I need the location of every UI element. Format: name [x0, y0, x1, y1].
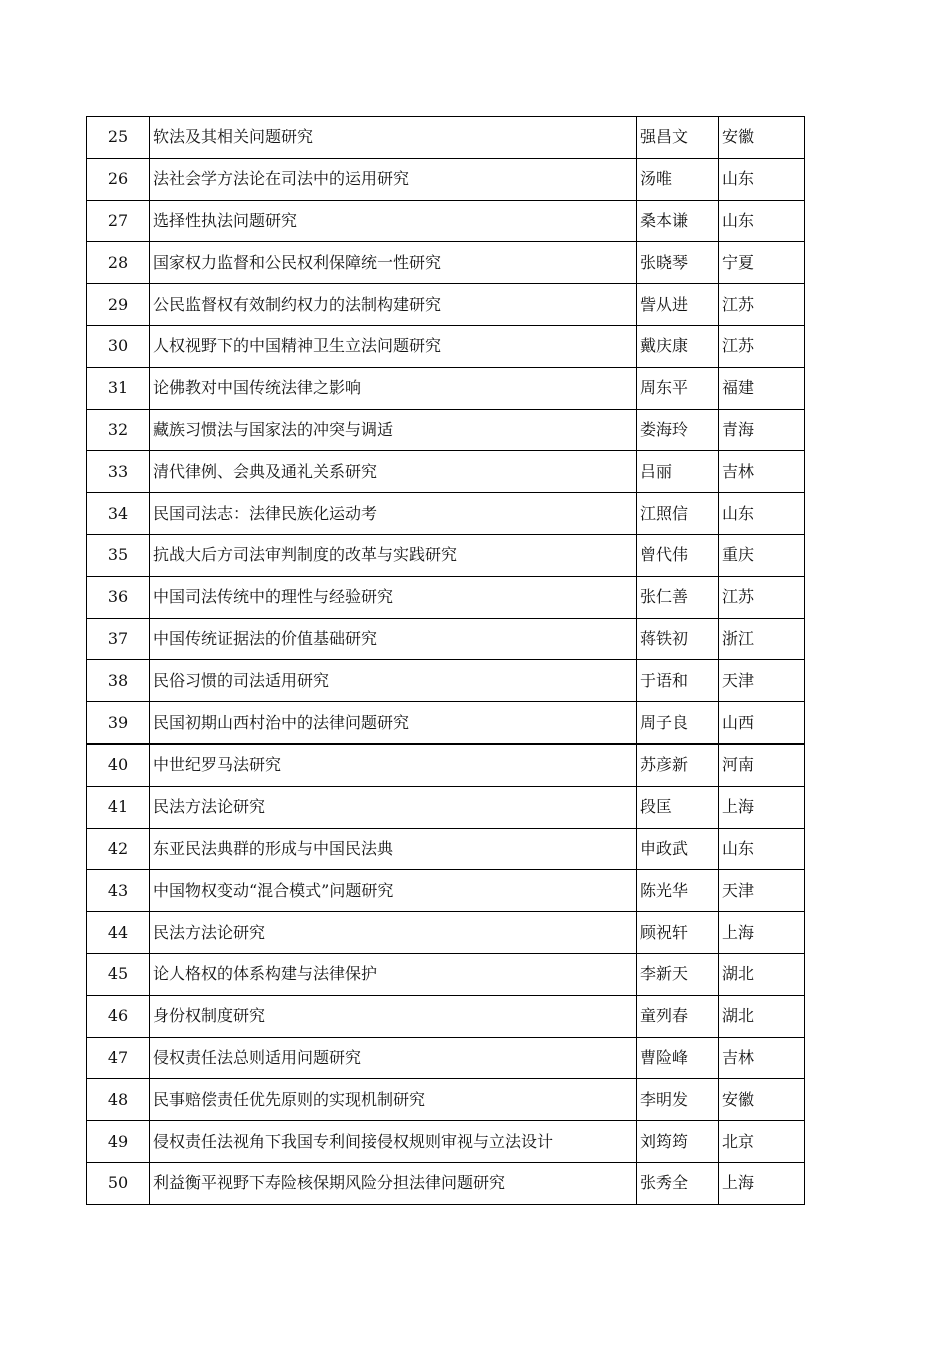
province: 河南 — [719, 744, 805, 786]
project-title: 利益衡平视野下寿险核保期风险分担法律问题研究 — [150, 1162, 637, 1204]
researcher-name: 张秀全 — [637, 1162, 719, 1204]
province: 浙江 — [719, 618, 805, 660]
province: 福建 — [719, 367, 805, 409]
province: 上海 — [719, 786, 805, 828]
province: 山东 — [719, 493, 805, 535]
province: 吉林 — [719, 451, 805, 493]
project-title: 民法方法论研究 — [150, 786, 637, 828]
table-row — [87, 493, 805, 535]
province: 江苏 — [719, 325, 805, 367]
table-row — [87, 618, 805, 660]
province: 江苏 — [719, 576, 805, 618]
project-title: 公民监督权有效制约权力的法制构建研究 — [150, 284, 637, 326]
table-row — [87, 1037, 805, 1079]
table-row — [87, 409, 805, 451]
researcher-name: 童列春 — [637, 995, 719, 1037]
province: 江苏 — [719, 284, 805, 326]
researcher-name: 段匡 — [637, 786, 719, 828]
project-title: 清代律例、会典及通礼关系研究 — [150, 451, 637, 493]
row-number: 43 — [87, 870, 150, 912]
researcher-name: 曹险峰 — [637, 1037, 719, 1079]
row-number: 44 — [87, 912, 150, 954]
researcher-name: 苏彦新 — [637, 744, 719, 786]
researcher-name: 强昌文 — [637, 117, 719, 159]
row-number: 29 — [87, 284, 150, 326]
researcher-name: 吕丽 — [637, 451, 719, 493]
row-number: 32 — [87, 409, 150, 451]
project-title: 国家权力监督和公民权利保障统一性研究 — [150, 242, 637, 284]
table-row — [87, 451, 805, 493]
province: 安徽 — [719, 117, 805, 159]
project-title: 身份权制度研究 — [150, 995, 637, 1037]
researcher-name: 顾祝轩 — [637, 912, 719, 954]
row-number: 34 — [87, 493, 150, 535]
table-row — [87, 995, 805, 1037]
province: 山西 — [719, 702, 805, 744]
row-number: 48 — [87, 1079, 150, 1121]
researcher-name: 刘筠筠 — [637, 1121, 719, 1163]
row-number: 26 — [87, 158, 150, 200]
province: 吉林 — [719, 1037, 805, 1079]
project-table-body — [87, 117, 805, 1205]
researcher-name: 李明发 — [637, 1079, 719, 1121]
researcher-name: 张仁善 — [637, 576, 719, 618]
row-number: 42 — [87, 828, 150, 870]
project-title: 中世纪罗马法研究 — [150, 744, 637, 786]
project-title: 中国传统证据法的价值基础研究 — [150, 618, 637, 660]
row-number: 49 — [87, 1121, 150, 1163]
row-number: 30 — [87, 325, 150, 367]
project-title: 民法方法论研究 — [150, 912, 637, 954]
researcher-name: 曾代伟 — [637, 534, 719, 576]
table-row — [87, 284, 805, 326]
researcher-name: 訾从进 — [637, 284, 719, 326]
researcher-name: 周东平 — [637, 367, 719, 409]
table-row — [87, 912, 805, 954]
province: 重庆 — [719, 534, 805, 576]
project-title: 人权视野下的中国精神卫生立法问题研究 — [150, 325, 637, 367]
province: 天津 — [719, 870, 805, 912]
project-title: 藏族习惯法与国家法的冲突与调适 — [150, 409, 637, 451]
row-number: 39 — [87, 702, 150, 744]
province: 山东 — [719, 828, 805, 870]
table-row — [87, 325, 805, 367]
table-row — [87, 1162, 805, 1204]
researcher-name: 于语和 — [637, 660, 719, 702]
province: 上海 — [719, 912, 805, 954]
project-title: 软法及其相关问题研究 — [150, 117, 637, 159]
row-number: 28 — [87, 242, 150, 284]
table-row — [87, 1079, 805, 1121]
table-row — [87, 576, 805, 618]
table-row — [87, 367, 805, 409]
row-number: 41 — [87, 786, 150, 828]
project-title: 侵权责任法视角下我国专利间接侵权规则审视与立法设计 — [150, 1121, 637, 1163]
row-number: 37 — [87, 618, 150, 660]
researcher-name: 张晓琴 — [637, 242, 719, 284]
project-title: 抗战大后方司法审判制度的改革与实践研究 — [150, 534, 637, 576]
project-title: 侵权责任法总则适用问题研究 — [150, 1037, 637, 1079]
researcher-name: 汤唯 — [637, 158, 719, 200]
project-title: 中国物权变动“混合模式”问题研究 — [150, 870, 637, 912]
row-number: 33 — [87, 451, 150, 493]
project-table — [86, 116, 805, 1205]
province: 湖北 — [719, 953, 805, 995]
table-row — [87, 1121, 805, 1163]
researcher-name: 李新天 — [637, 953, 719, 995]
table-row — [87, 744, 805, 786]
researcher-name: 蒋铁初 — [637, 618, 719, 660]
project-title: 民国初期山西村治中的法律问题研究 — [150, 702, 637, 744]
province: 上海 — [719, 1162, 805, 1204]
researcher-name: 申政武 — [637, 828, 719, 870]
project-title: 东亚民法典群的形成与中国民法典 — [150, 828, 637, 870]
project-title: 论佛教对中国传统法律之影响 — [150, 367, 637, 409]
province: 宁夏 — [719, 242, 805, 284]
row-number: 36 — [87, 576, 150, 618]
province: 山东 — [719, 200, 805, 242]
row-number: 50 — [87, 1162, 150, 1204]
researcher-name: 周子良 — [637, 702, 719, 744]
province: 湖北 — [719, 995, 805, 1037]
researcher-name: 桑本谦 — [637, 200, 719, 242]
researcher-name: 江照信 — [637, 493, 719, 535]
project-title: 民俗习惯的司法适用研究 — [150, 660, 637, 702]
table-row — [87, 117, 805, 159]
table-row — [87, 158, 805, 200]
row-number: 27 — [87, 200, 150, 242]
table-row — [87, 200, 805, 242]
researcher-name: 陈光华 — [637, 870, 719, 912]
row-number: 31 — [87, 367, 150, 409]
project-title: 法社会学方法论在司法中的运用研究 — [150, 158, 637, 200]
researcher-name: 娄海玲 — [637, 409, 719, 451]
table-row — [87, 660, 805, 702]
project-title: 论人格权的体系构建与法律保护 — [150, 953, 637, 995]
project-title: 民国司法志：法律民族化运动考 — [150, 493, 637, 535]
province: 北京 — [719, 1121, 805, 1163]
row-number: 40 — [87, 744, 150, 786]
province: 山东 — [719, 158, 805, 200]
table-row — [87, 870, 805, 912]
row-number: 47 — [87, 1037, 150, 1079]
project-title: 民事赔偿责任优先原则的实现机制研究 — [150, 1079, 637, 1121]
table-row — [87, 828, 805, 870]
row-number: 25 — [87, 117, 150, 159]
table-row — [87, 702, 805, 744]
project-title: 中国司法传统中的理性与经验研究 — [150, 576, 637, 618]
province: 安徽 — [719, 1079, 805, 1121]
table-row — [87, 953, 805, 995]
table-row — [87, 786, 805, 828]
row-number: 35 — [87, 534, 150, 576]
province: 天津 — [719, 660, 805, 702]
province: 青海 — [719, 409, 805, 451]
researcher-name: 戴庆康 — [637, 325, 719, 367]
row-number: 38 — [87, 660, 150, 702]
row-number: 46 — [87, 995, 150, 1037]
row-number: 45 — [87, 953, 150, 995]
table-row — [87, 534, 805, 576]
project-title: 选择性执法问题研究 — [150, 200, 637, 242]
table-row — [87, 242, 805, 284]
